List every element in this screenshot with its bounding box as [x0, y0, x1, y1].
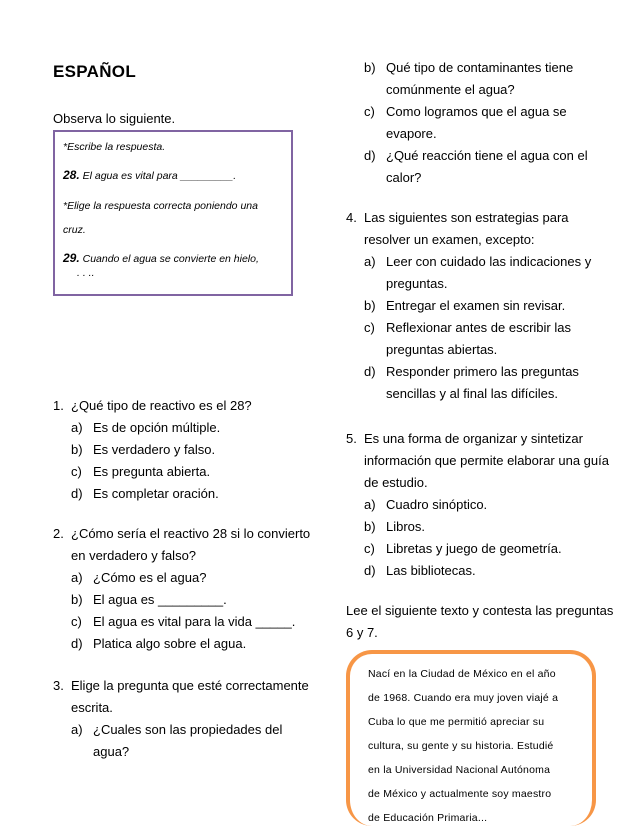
question-stem [53, 523, 333, 567]
question [53, 523, 333, 655]
option-letter: a) [364, 254, 376, 269]
option-text: Es pregunta abierta. [93, 464, 211, 479]
stem-line: Elige la pregunta que esté correctamente [71, 678, 309, 693]
box-line: . . .. [77, 267, 95, 279]
option-text: Leer con cuidado las indicaciones y [386, 254, 592, 269]
answer-option [53, 719, 333, 763]
option-text: sencillas y al final las difíciles. [386, 386, 558, 401]
intro-line: Lee el siguiente texto y contesta las preguntas [346, 603, 614, 618]
option-text: Es verdadero y falso. [93, 442, 216, 457]
option-text: calor? [386, 170, 422, 185]
option-letter: d) [364, 563, 376, 578]
example-box [53, 130, 293, 296]
option-text: agua? [93, 744, 130, 759]
option-text: El agua es _________. [93, 592, 227, 607]
option-letter: d) [71, 486, 83, 501]
question-number: 1. [53, 398, 64, 413]
option-letter: c) [364, 320, 375, 335]
option-text: Cuadro sinóptico. [386, 497, 488, 512]
option-text: Libretas y juego de geometría. [386, 541, 562, 556]
option-letter: c) [71, 464, 82, 479]
answer-option [53, 483, 333, 505]
question-continued [346, 57, 616, 189]
answer-option [53, 417, 333, 439]
answer-option [346, 251, 621, 295]
option-text: ¿Qué reacción tiene el agua con el [386, 148, 588, 163]
answer-option [53, 611, 333, 633]
stem-line: ¿Cómo sería el reactivo 28 si lo convierto [71, 526, 311, 541]
box-line: *Elige la respuesta correcta poniendo una [63, 200, 258, 212]
reading-line: Cuba lo que me permitió apreciar su [368, 716, 545, 728]
question-number: 2. [53, 526, 64, 541]
option-letter: b) [364, 519, 376, 534]
answer-option [346, 560, 621, 582]
option-letter: d) [71, 636, 83, 651]
answer-option [53, 567, 333, 589]
stem-line: ¿Qué tipo de reactivo es el 28? [71, 398, 252, 413]
option-letter: b) [364, 298, 376, 313]
option-letter: d) [364, 364, 376, 379]
option-text: Platica algo sobre el agua. [93, 636, 247, 651]
option-letter: b) [364, 60, 376, 75]
option-text: Responder primero las preguntas [386, 364, 579, 379]
question-stem [346, 207, 621, 251]
option-text: Las bibliotecas. [386, 563, 476, 578]
reading-intro [346, 600, 626, 644]
reading-line: Nací en la Ciudad de México en el año [368, 668, 556, 680]
answer-option [346, 57, 616, 101]
box-line: cruz. [63, 224, 86, 236]
page-title: ESPAÑOL [53, 62, 137, 81]
reading-line: de Educación Primaria... [368, 812, 488, 824]
reading-line: de 1968. Cuando era muy joven viajé a [368, 692, 559, 704]
option-text: comúnmente el agua? [386, 82, 515, 97]
answer-option [346, 145, 616, 189]
answer-option [346, 101, 616, 145]
option-letter: d) [364, 148, 376, 163]
stem-line: información que permite elaborar una guía [364, 453, 609, 468]
option-text: El agua es vital para la vida _____. [93, 614, 296, 629]
option-text: ¿Cómo es el agua? [93, 570, 207, 585]
option-letter: b) [71, 592, 83, 607]
answer-option [346, 516, 621, 538]
option-letter: c) [364, 541, 375, 556]
answer-option [346, 538, 621, 560]
reading-line: cultura, su gente y su historia. Estudié [368, 740, 554, 752]
box-line: *Escribe la respuesta. [63, 141, 166, 153]
intro-line: 6 y 7. [346, 625, 378, 640]
answer-option [346, 295, 621, 317]
question [346, 428, 621, 582]
stem-line: Las siguientes son estrategias para [364, 210, 569, 225]
question-number: 4. [346, 210, 357, 225]
intro-text: Observa lo siguiente. [53, 111, 176, 126]
option-text: Entregar el examen sin revisar. [386, 298, 566, 313]
option-letter: a) [71, 420, 83, 435]
reading-line: de México y actualmente soy maestro [368, 788, 552, 800]
option-text: Reflexionar antes de escribir las [386, 320, 571, 335]
option-text: Libros. [386, 519, 426, 534]
box-question-29: 29. Cuando el agua se convierte en hielo, [63, 251, 259, 265]
reading-line: en la Universidad Nacional Autónoma [368, 764, 551, 776]
question [53, 675, 333, 763]
question-number: 3. [53, 678, 64, 693]
option-letter: b) [71, 442, 83, 457]
option-letter: c) [71, 614, 82, 629]
question [53, 395, 333, 505]
answer-option [53, 461, 333, 483]
option-text: Como logramos que el agua se [386, 104, 567, 119]
answer-option [53, 589, 333, 611]
stem-line: Es una forma de organizar y sintetizar [364, 431, 583, 446]
option-text: Qué tipo de contaminantes tiene [386, 60, 574, 75]
stem-line: de estudio. [364, 475, 428, 490]
option-text: preguntas. [386, 276, 448, 291]
question-stem [53, 395, 333, 417]
option-text: evapore. [386, 126, 437, 141]
answer-option [53, 439, 333, 461]
answer-option [346, 494, 621, 516]
answer-option [53, 633, 333, 655]
question [346, 207, 621, 405]
stem-line: resolver un examen, excepto: [364, 232, 535, 247]
stem-line: escrita. [71, 700, 113, 715]
question-number: 5. [346, 431, 357, 446]
box-question-28: 28. El agua es vital para _________. [63, 168, 237, 182]
option-text: Es de opción múltiple. [93, 420, 221, 435]
option-text: Es completar oración. [93, 486, 219, 501]
option-letter: c) [364, 104, 375, 119]
stem-line: en verdadero y falso? [71, 548, 197, 563]
option-letter: a) [364, 497, 376, 512]
option-text: ¿Cuales son las propiedades del [93, 722, 283, 737]
option-letter: a) [71, 570, 83, 585]
option-letter: a) [71, 722, 83, 737]
answer-option [346, 317, 621, 361]
option-text: preguntas abiertas. [386, 342, 498, 357]
question-stem [346, 428, 621, 494]
reading-box [346, 650, 596, 826]
answer-option [346, 361, 621, 405]
question-stem [53, 675, 333, 719]
